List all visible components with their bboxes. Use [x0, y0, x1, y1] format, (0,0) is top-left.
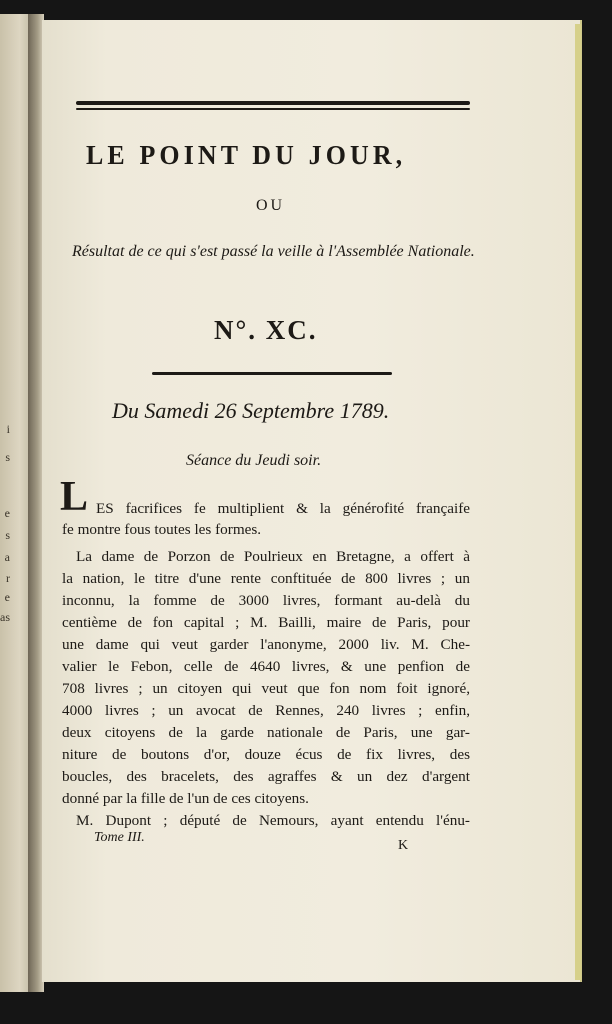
dateline: Du Samedi 26 Septembre 1789.: [112, 398, 390, 423]
signature-mark: K: [398, 838, 409, 853]
page-edge: [575, 24, 581, 980]
issue-rule: [152, 372, 392, 375]
left-page-fragment: s: [5, 528, 10, 542]
body-line: La dame de Porzon de Poulrieux en Bretagne, a offert à: [76, 548, 470, 565]
left-page-fragment: a: [4, 550, 10, 564]
left-page-fragment: e: [4, 506, 10, 520]
volume-footer: Tome III.: [94, 830, 145, 845]
masthead-title: LE POINT DU JOUR,: [86, 140, 407, 170]
body-line: niture de boutons d'or, douze écus de fix livres, des: [62, 746, 470, 763]
session-heading: Séance du Jeudi soir.: [186, 452, 322, 469]
left-page-fragment: e: [4, 590, 10, 604]
left-page-fragment: r: [6, 571, 10, 585]
body-line: fe montre fous toutes les formes.: [62, 521, 262, 538]
body-line: M. Dupont ; député de Nemours, ayant entendu l'énu-: [76, 812, 470, 829]
left-page-fragment: i: [6, 422, 10, 436]
body-line: ES facrifices fe multiplient & la générofité françaife: [96, 500, 470, 517]
body-line: inconnu, la fomme de 3000 livres, formant au-delà du: [62, 592, 470, 609]
body-line: donné par la fille de l'un de ces citoyens.: [62, 790, 309, 807]
body-line: 708 livres ; un citoyen qui veut que fon nom foit ignoré,: [62, 680, 470, 697]
body-line: 4000 livres ; un avocat de Rennes, 240 livres ; enfin,: [62, 702, 470, 719]
masthead-conjunction: OU: [256, 197, 286, 214]
top-rule: [76, 101, 470, 105]
body-line: centième de fon capital ; M. Bailli, maire de Paris, pour: [62, 614, 470, 631]
body-line: deux citoyens de la garde nationale de Paris, une gar-: [62, 724, 470, 741]
body-line: une dame qui veut garder l'anonyme, 2000 liv. M. Che-: [62, 636, 470, 653]
issue-number: N°. XC.: [214, 315, 318, 345]
left-page-fragment: s: [5, 450, 10, 464]
body-line: boucles, des bracelets, des agraffes & un dez d'argent: [62, 768, 470, 785]
drop-cap: L: [60, 474, 89, 520]
body-line: la nation, le titre d'une rente conftituée de 800 livres ; un: [62, 570, 470, 587]
masthead-subtitle: Résultat de ce qui s'est passé la veille à l'Assemblée Nationale.: [72, 243, 475, 260]
body-line: valier le Febon, celle de 4640 livres, & une penfion de: [62, 658, 470, 675]
left-page-fragment: as: [0, 610, 10, 624]
top-rule-thin: [76, 108, 470, 110]
